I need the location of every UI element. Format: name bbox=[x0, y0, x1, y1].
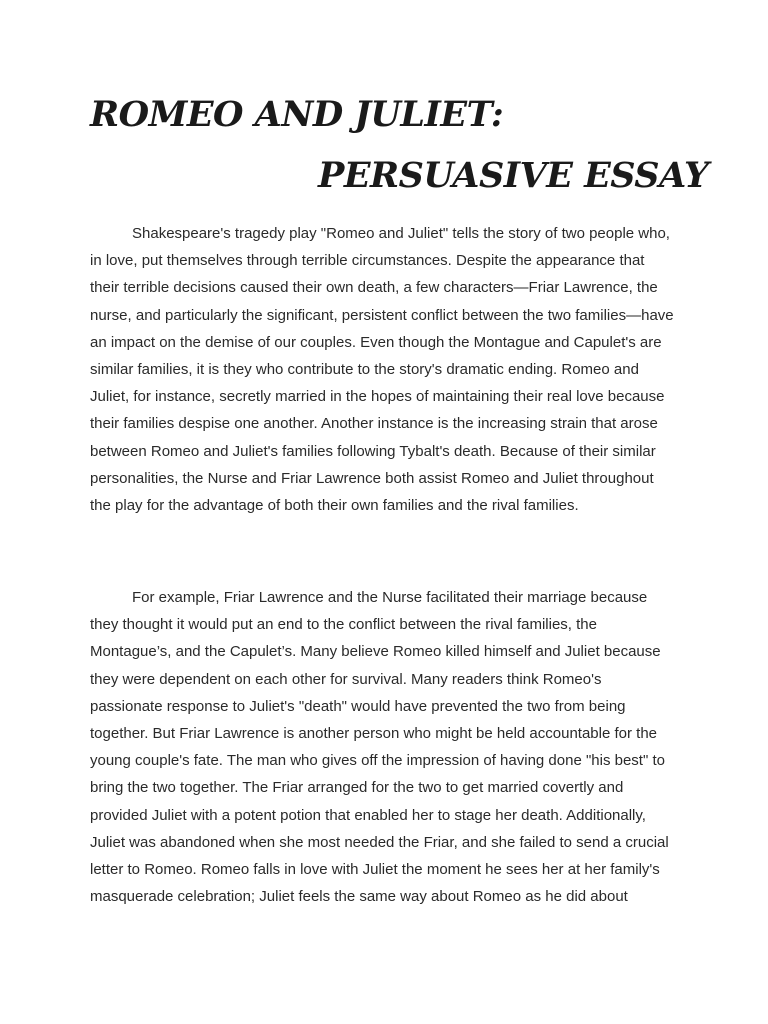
paragraph-line: letter to Romeo. Romeo falls in love with Juliet the moment he sees her at her family's bbox=[90, 861, 660, 879]
paragraph-line: between Romeo and Juliet's families following Tybalt's death. Because of their similar bbox=[90, 442, 656, 460]
paragraph-line: masquerade celebration; Juliet feels the same way about Romeo as he did about bbox=[90, 888, 628, 906]
title-line-1: ROMEO AND JULIET: bbox=[90, 94, 504, 135]
paragraph-line: Shakespeare's tragedy play "Romeo and Juliet" tells the story of two people who, bbox=[132, 225, 670, 242]
paragraph-line: Juliet, for instance, secretly married in the hopes of maintaining their real love because bbox=[90, 388, 665, 406]
paragraph-line: bring the two together. The Friar arranged for the two to get married covertly and bbox=[90, 779, 624, 797]
paragraph-line: similar families, it is they who contribute to the story's dramatic ending. Romeo and bbox=[90, 361, 639, 379]
paragraph-2 bbox=[90, 584, 690, 910]
paragraph-line: their terrible decisions caused their own death, a few characters—Friar Lawrence, the bbox=[90, 279, 658, 297]
paragraph-line: their families despise one another. Another instance is the increasing strain that arose bbox=[90, 415, 658, 433]
paragraph-line: provided Juliet with a potent potion that enabled her to stage her death. Additionally, bbox=[90, 806, 646, 824]
paragraph-line: Montague’s, and the Capulet’s. Many believe Romeo killed himself and Juliet because bbox=[90, 643, 661, 661]
paragraph-1 bbox=[90, 220, 690, 519]
paragraph-line: nurse, and particularly the significant, persistent conflict between the two families—have bbox=[90, 306, 674, 324]
paragraph-line: together. But Friar Lawrence is another person who might be held accountable for the bbox=[90, 725, 658, 743]
paragraph-line: For example, Friar Lawrence and the Nurse facilitated their marriage because bbox=[132, 589, 648, 606]
paragraph-line: they were dependent on each other for survival. Many readers think Romeo's bbox=[90, 670, 602, 688]
paragraph-line: an impact on the demise of our couples. Even though the Montague and Capulet's are bbox=[90, 333, 662, 351]
paragraph-line: the play for the advantage of both their own families and the rival families. bbox=[90, 497, 579, 515]
paragraph-line: Juliet was abandoned when she most needed the Friar, and she failed to send a crucial bbox=[90, 833, 669, 851]
paragraph-line: personalities, the Nurse and Friar Lawrence both assist Romeo and Juliet throughout bbox=[90, 469, 654, 487]
title-line-2: PERSUASIVE ESSAY bbox=[318, 155, 709, 196]
paragraph-line: young couple's fate. The man who gives off the impression of having done "his best" to bbox=[90, 752, 665, 770]
paragraph-line: passionate response to Juliet's "death" would have prevented the two from being bbox=[90, 697, 626, 715]
paragraph-line: in love, put themselves through terrible circumstances. Despite the appearance that bbox=[90, 252, 645, 270]
paragraph-line: they thought it would put an end to the conflict between the rival families, the bbox=[90, 616, 597, 634]
